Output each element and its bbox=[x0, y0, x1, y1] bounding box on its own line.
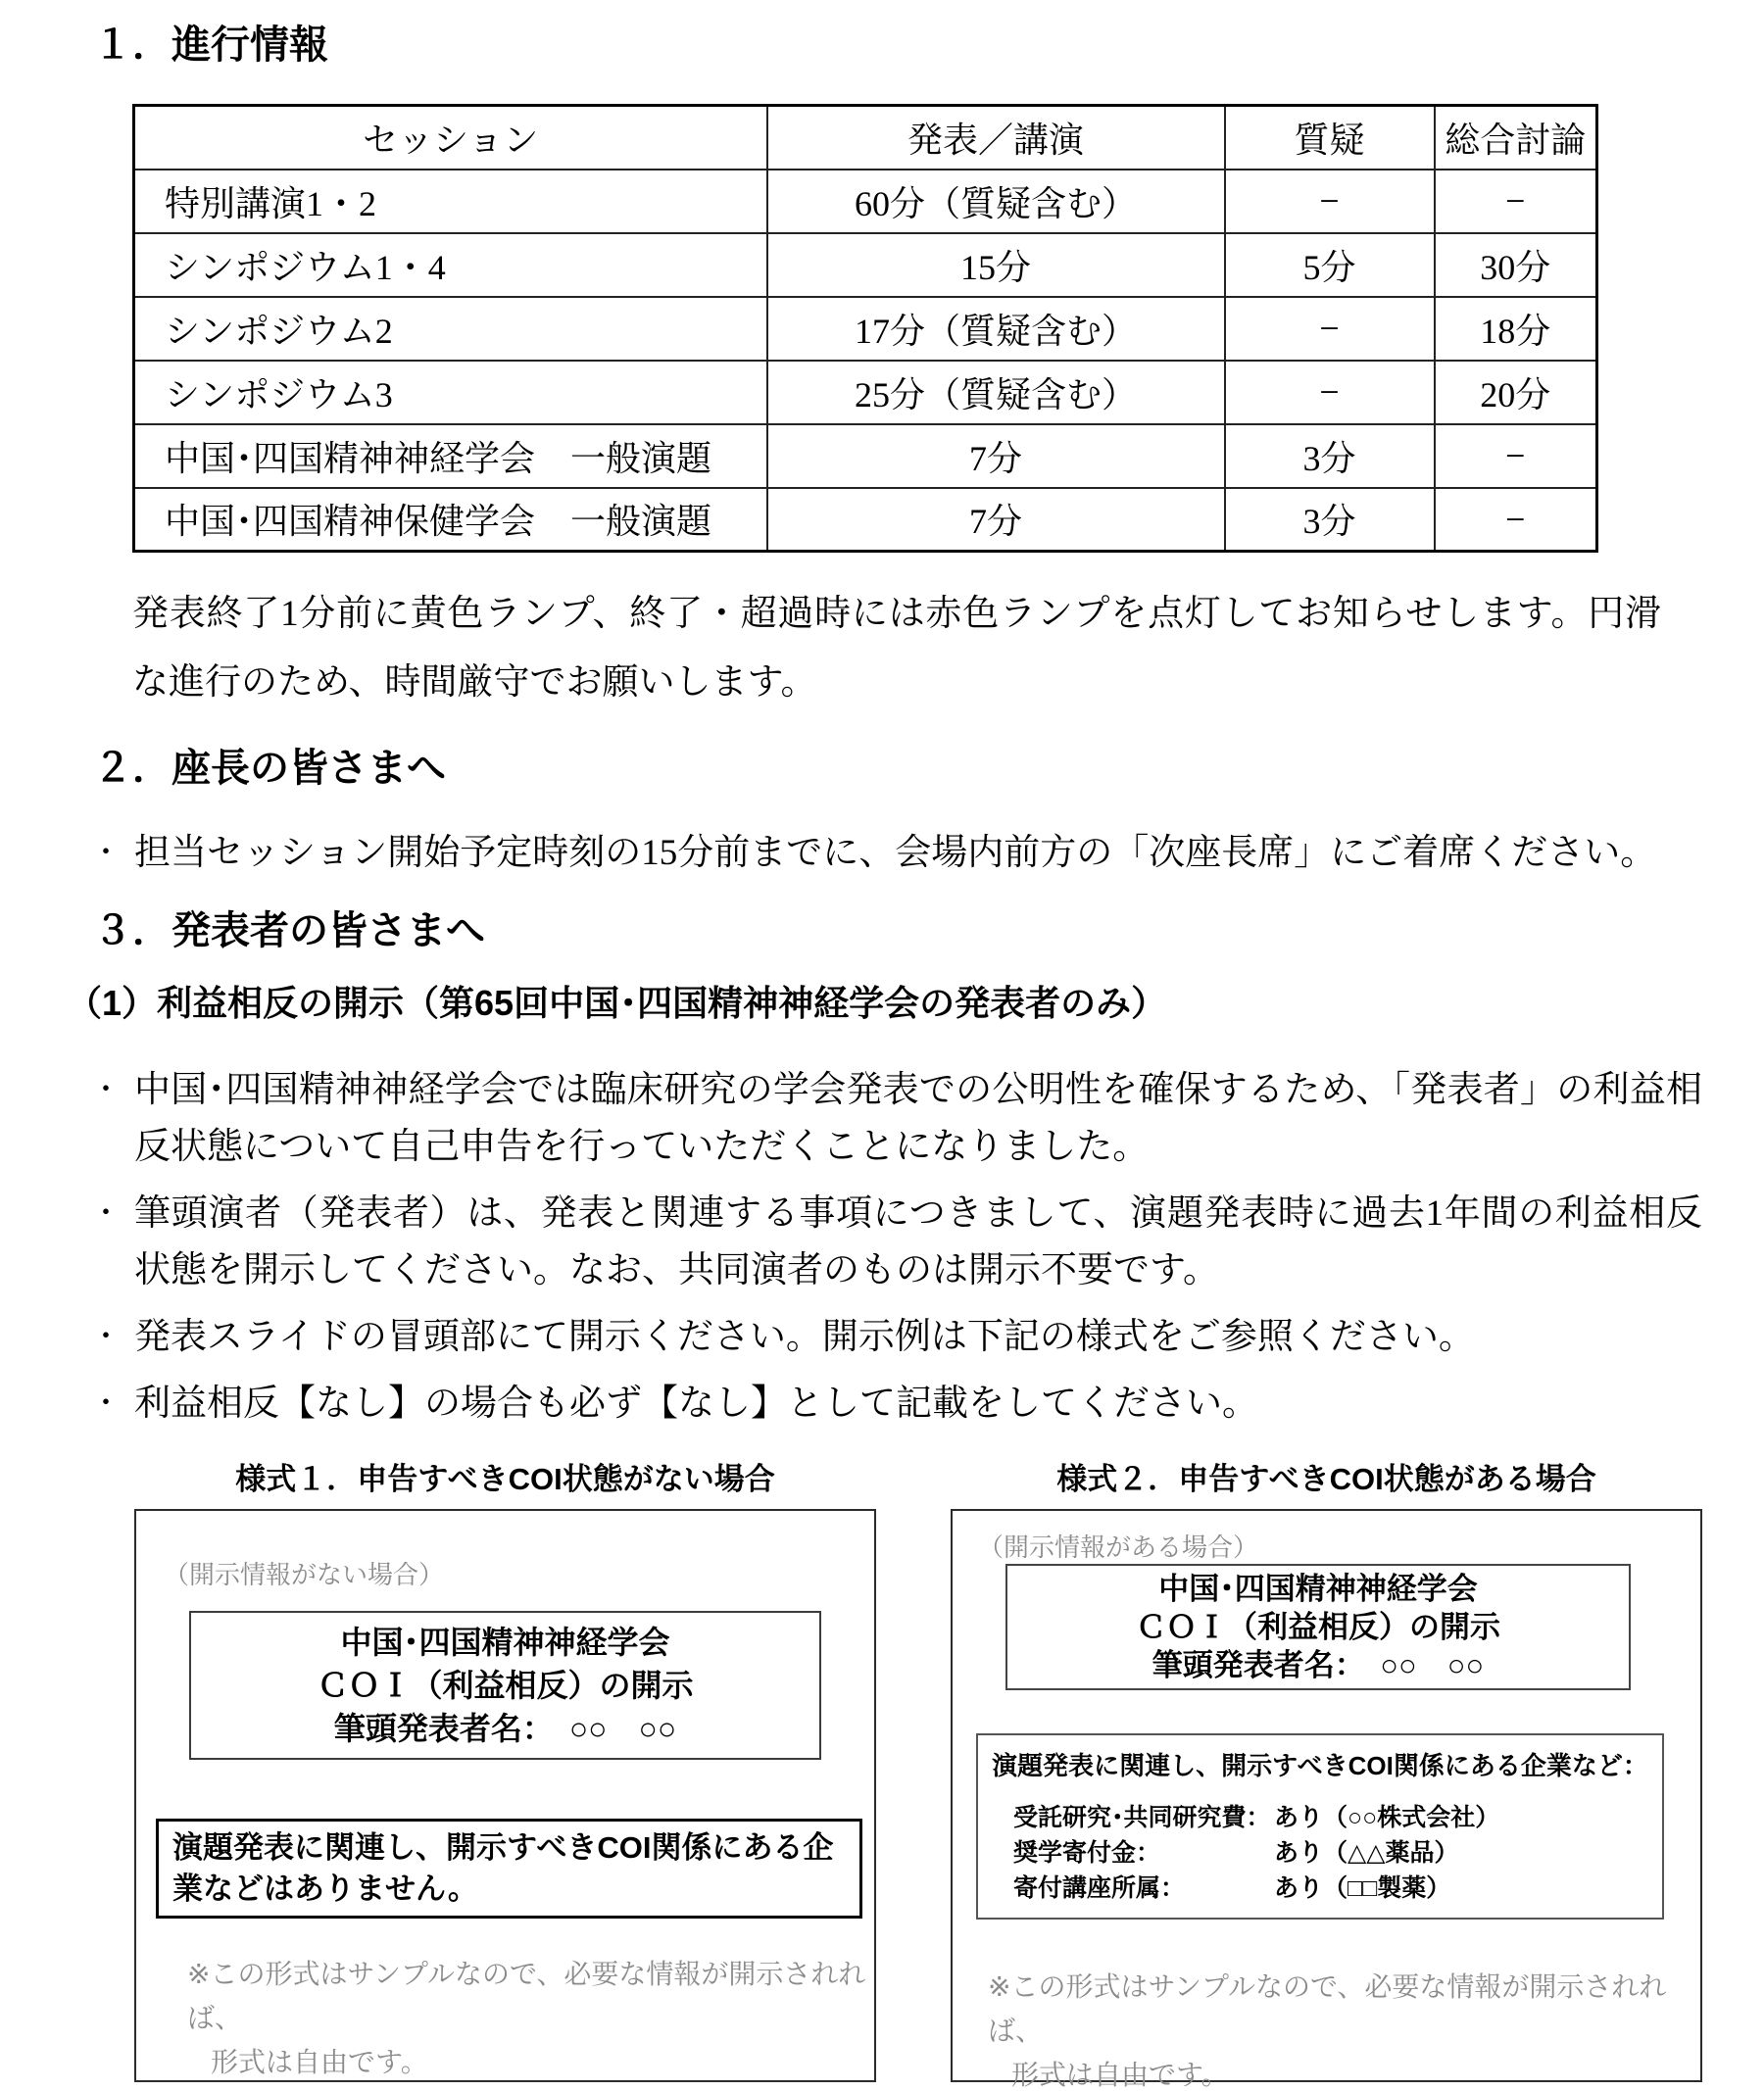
presentation-cell: 17分（質疑含む） bbox=[767, 297, 1225, 361]
form1-footnote-line1: ※この形式はサンプルなので、必要な情報が開示されれば、 bbox=[187, 1959, 866, 2033]
bullet-text: 担当セッション開始予定時刻の15分前までに、会場内前方の「次座長席」にご着席ください。 bbox=[134, 833, 1657, 873]
form1-footnote-line2: 形式は自由です。 bbox=[211, 2047, 428, 2077]
presentation-cell: 7分 bbox=[767, 424, 1225, 488]
list-item bbox=[91, 1186, 1718, 1299]
discussion-cell: − bbox=[1435, 488, 1597, 552]
disclosure-item bbox=[1013, 1871, 1662, 1906]
table-row bbox=[134, 361, 1597, 424]
coi-subsection-title: （1）利益相反の開示（第65回中国･四国精神神経学会の発表者のみ） bbox=[67, 983, 1167, 1023]
session-cell: シンポジウム2 bbox=[134, 297, 767, 361]
section3-title: ３．発表者の皆さまへ bbox=[93, 909, 485, 952]
disclosure-value: あり（□□製薬） bbox=[1274, 1874, 1451, 1902]
coi-form2 bbox=[951, 1458, 1702, 2090]
form2-condition-note: （開示情報がある場合） bbox=[978, 1532, 1259, 1562]
section2-bullet-list bbox=[0, 825, 1764, 882]
list-item bbox=[91, 1309, 1718, 1366]
session-cell: 特別講演1・2 bbox=[134, 170, 767, 233]
presentation-cell: 60分（質疑含む） bbox=[767, 170, 1225, 233]
header-discussion: 総合討論 bbox=[1435, 106, 1597, 170]
form1-caption: 様式１．申告すべきCOI状態がない場合 bbox=[235, 1462, 775, 1496]
session-cell: 中国･四国精神神経学会 一般演題 bbox=[134, 424, 767, 488]
bullet-text: 利益相反【なし】の場合も必ず【なし】として記載をしてください。 bbox=[134, 1384, 1258, 1424]
bullet-icon: ・ bbox=[91, 1387, 121, 1420]
form2-title-line1: 中国･四国精神神経学会 bbox=[1158, 1572, 1478, 1606]
bullet-icon: ・ bbox=[91, 1197, 121, 1230]
form1-slide-box bbox=[134, 1509, 876, 2082]
qa-cell: − bbox=[1225, 297, 1435, 361]
header-qa: 質疑 bbox=[1225, 106, 1435, 170]
schedule-table bbox=[132, 104, 1598, 553]
presentation-cell: 25分（質疑含む） bbox=[767, 361, 1225, 424]
form2-disclosure-box bbox=[976, 1733, 1664, 1920]
form1-statement-box: 演題発表に関連し、開示すべきCOI関係にある企業などはありません。 bbox=[156, 1819, 862, 1919]
form1-title-line2: ＣＯＩ（利益相反）の開示 bbox=[317, 1668, 694, 1703]
form1-title-line3: 筆頭発表者名： ○○ ○○ bbox=[333, 1711, 677, 1746]
form2-title-line2: ＣＯＩ（利益相反）の開示 bbox=[1136, 1610, 1500, 1644]
list-item bbox=[91, 825, 1718, 882]
form2-footnote-line1: ※この形式はサンプルなので、必要な情報が開示されれば、 bbox=[988, 1971, 1667, 2046]
bullet-text: 中国･四国精神神経学会では臨床研究の学会発表での公明性を確保するため、「発表者」の利益相反状態について自己申告を行っていただくことになりました。 bbox=[134, 1070, 1702, 1167]
qa-cell: 5分 bbox=[1225, 233, 1435, 297]
discussion-cell: − bbox=[1435, 424, 1597, 488]
lamp-notice-paragraph: 発表終了1分前に黄色ランプ、終了・超過時には赤色ランプを点灯してお知らせします。円滑な進行のため、時間厳守でお願いします。 bbox=[132, 594, 1661, 703]
table-header-row bbox=[134, 106, 1597, 170]
discussion-cell: 20分 bbox=[1435, 361, 1597, 424]
disclosure-value: あり（△△薬品） bbox=[1274, 1839, 1459, 1867]
qa-cell: − bbox=[1225, 170, 1435, 233]
header-presentation: 発表／講演 bbox=[767, 106, 1225, 170]
disclosure-item bbox=[1013, 1835, 1662, 1871]
presentation-cell: 15分 bbox=[767, 233, 1225, 297]
coi-sample-forms bbox=[134, 1458, 1764, 2090]
disclosure-label: 受託研究･共同研究費： bbox=[1013, 1804, 1271, 1831]
bullet-text: 発表スライドの冒頭部にて開示ください。開示例は下記の様式をご参照ください。 bbox=[134, 1317, 1475, 1357]
qa-cell: 3分 bbox=[1225, 488, 1435, 552]
disclosure-item bbox=[1013, 1800, 1662, 1835]
table-row bbox=[134, 488, 1597, 552]
form2-disclosure-heading: 演題発表に関連し、開示すべきCOI関係にある企業など： bbox=[992, 1751, 1648, 1780]
session-cell: 中国･四国精神保健学会 一般演題 bbox=[134, 488, 767, 552]
discussion-cell: 18分 bbox=[1435, 297, 1597, 361]
bullet-text: 筆頭演者（発表者）は、発表と関連する事項につきまして、演題発表時に過去1年間の利益相反状態を開示してください。なお、共同演者のものは開示不要です。 bbox=[134, 1193, 1702, 1290]
table-row bbox=[134, 424, 1597, 488]
section1-title: １．進行情報 bbox=[93, 24, 328, 67]
list-item bbox=[91, 1376, 1718, 1433]
disclosure-value: あり（○○株式会社） bbox=[1274, 1804, 1500, 1831]
form1-condition-note: （開示情報がない場合） bbox=[164, 1560, 445, 1589]
form2-caption: 様式２．申告すべきCOI状態がある場合 bbox=[1056, 1462, 1596, 1496]
coi-form1 bbox=[134, 1458, 876, 2082]
table-row bbox=[134, 233, 1597, 297]
table-row bbox=[134, 297, 1597, 361]
table-row bbox=[134, 170, 1597, 233]
bullet-icon: ・ bbox=[91, 1321, 121, 1353]
section3-bullet-list bbox=[0, 1062, 1764, 1433]
presentation-cell: 7分 bbox=[767, 488, 1225, 552]
form1-title-line1: 中国･四国精神神経学会 bbox=[340, 1625, 670, 1660]
form2-footnote-line2: 形式は自由です。 bbox=[1011, 2060, 1229, 2090]
bullet-icon: ・ bbox=[91, 1074, 121, 1106]
discussion-cell: − bbox=[1435, 170, 1597, 233]
session-cell: シンポジウム3 bbox=[134, 361, 767, 424]
form2-slide-box bbox=[951, 1509, 1702, 2090]
list-item bbox=[91, 1062, 1718, 1176]
section2-title: ２．座長の皆さまへ bbox=[93, 747, 446, 790]
form2-title-box bbox=[1005, 1564, 1631, 1690]
disclosure-label: 寄付講座所属： bbox=[1013, 1874, 1186, 1902]
header-session: セッション bbox=[134, 106, 767, 170]
session-cell: シンポジウム1・4 bbox=[134, 233, 767, 297]
disclosure-label: 奨学寄付金： bbox=[1013, 1839, 1161, 1867]
form2-disclosure-items bbox=[1013, 1800, 1662, 1906]
form2-title-line3: 筆頭発表者名： ○○ ○○ bbox=[1152, 1648, 1485, 1682]
qa-cell: − bbox=[1225, 361, 1435, 424]
discussion-cell: 30分 bbox=[1435, 233, 1597, 297]
form1-title-box bbox=[189, 1611, 821, 1760]
form1-footnote bbox=[187, 1952, 874, 2084]
qa-cell: 3分 bbox=[1225, 424, 1435, 488]
form2-footnote bbox=[988, 1965, 1700, 2091]
bullet-icon: ・ bbox=[91, 837, 121, 869]
